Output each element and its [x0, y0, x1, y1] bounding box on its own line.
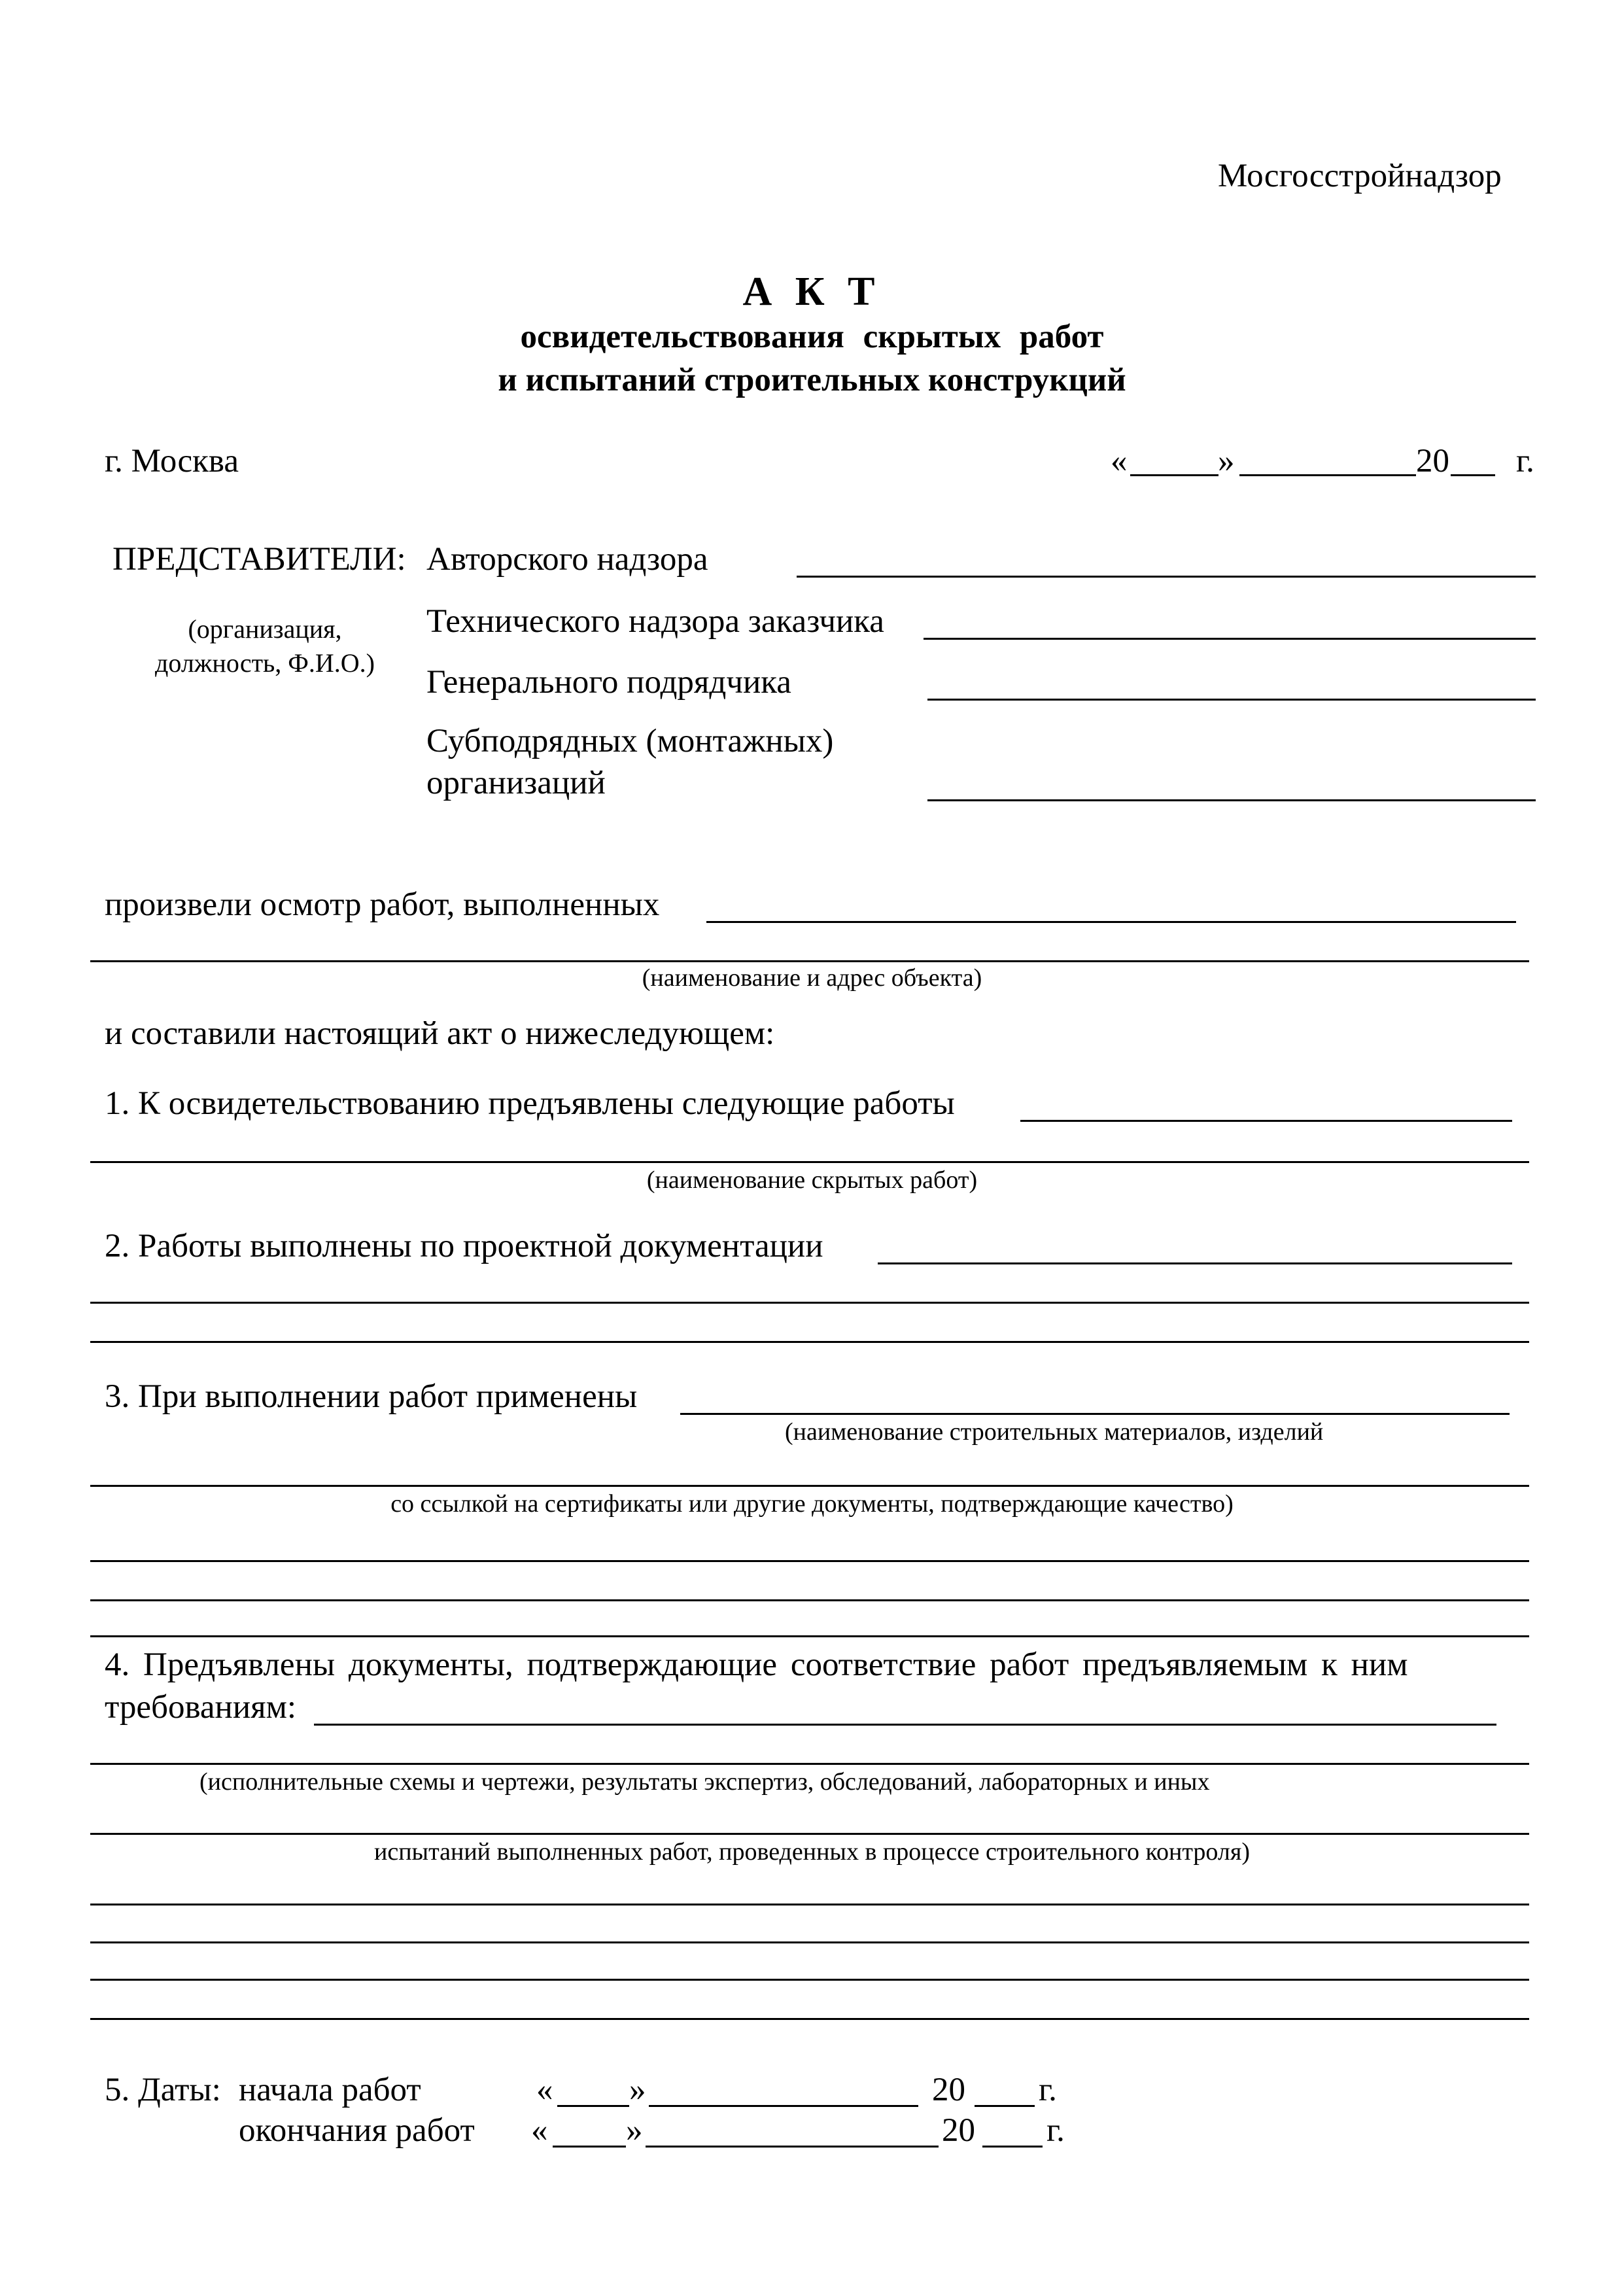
item2-field[interactable] [878, 1262, 1512, 1264]
act-title: А К Т [742, 270, 882, 314]
item2-text: 2. Работы выполнены по проектной документации [105, 1228, 823, 1264]
item5-end-label: окончания работ [239, 2112, 475, 2149]
item4-caption2: испытаний выполненных работ, проведенных в процессе строительного контроля) [374, 1838, 1250, 1866]
author-supervision-field[interactable] [797, 576, 1536, 578]
role-subcontractor: Субподрядных (монтажных) [426, 723, 834, 759]
object-caption: (наименование и адрес объекта) [642, 964, 982, 992]
inspection-text: произвели осмотр работ, выполненных [105, 886, 660, 923]
agency-name: Мосгосстройнадзор [1218, 158, 1502, 194]
start-century: 20 [932, 2072, 965, 2108]
item4-field-line5[interactable] [90, 1941, 1529, 1943]
item5-start-label: начала работ [239, 2072, 421, 2108]
act-subtitle-line1: освидетельствования скрытых работ [520, 319, 1104, 355]
date-month-field[interactable] [1239, 474, 1416, 476]
item4-caption1: (исполнительные схемы и чертежи, результаты экспертиз, обследований, лабораторных и иных [199, 1768, 1210, 1796]
item4-field-line2[interactable] [90, 1763, 1529, 1765]
item2-field-line3[interactable] [90, 1341, 1529, 1343]
composed-text: и составили настоящий акт о нижеследующем: [105, 1015, 775, 1052]
end-day-field[interactable] [553, 2146, 626, 2148]
date-century: 20 [1416, 443, 1449, 479]
start-day-field[interactable] [557, 2105, 629, 2107]
object-field[interactable] [706, 921, 1516, 923]
object-field-line2[interactable] [90, 960, 1529, 962]
end-year-suffix: г. [1046, 2112, 1065, 2149]
item3-caption2: со ссылкой на сертификаты или другие документы, подтверждающие качество) [390, 1490, 1234, 1518]
act-subtitle-line2: и испытаний строительных конструкций [498, 362, 1126, 398]
start-month-field[interactable] [649, 2105, 918, 2107]
representatives-hint-line2: должность, Ф.И.О.) [155, 648, 375, 678]
item4-text-line2: требованиям: [105, 1689, 297, 1726]
item1-caption: (наименование скрытых работ) [646, 1166, 978, 1194]
item3-caption1: (наименование строительных материалов, изделий [785, 1418, 1324, 1446]
role-general-contractor: Генерального подрядчика [426, 664, 791, 701]
end-open-quote: « [531, 2112, 548, 2149]
date-year-field[interactable] [1451, 474, 1495, 476]
role-author-supervision: Авторского надзора [426, 541, 708, 578]
end-month-field[interactable] [646, 2146, 939, 2148]
start-open-quote: « [536, 2072, 553, 2108]
start-close-quote: » [629, 2072, 646, 2108]
item3-field-line4[interactable] [90, 1599, 1529, 1601]
item4-field-line3[interactable] [90, 1833, 1529, 1835]
end-year-field[interactable] [982, 2146, 1043, 2148]
role-subcontractor-cont: организаций [426, 765, 606, 801]
item4-field-line6[interactable] [90, 1979, 1529, 1981]
item2-field-line2[interactable] [90, 1302, 1529, 1304]
item3-field[interactable] [680, 1413, 1510, 1415]
start-year-suffix: г. [1039, 2072, 1057, 2108]
city: г. Москва [105, 443, 239, 479]
date-day-field[interactable] [1130, 474, 1218, 476]
date-close-quote: » [1218, 443, 1235, 479]
item3-field-line2[interactable] [90, 1485, 1529, 1487]
item3-field-line3[interactable] [90, 1560, 1529, 1562]
item4-text-line1: 4. Предъявлены документы, подтверждающие соответствие работ предъявляемым к ним [105, 1646, 1408, 1683]
end-close-quote: » [626, 2112, 643, 2149]
general-contractor-field[interactable] [927, 699, 1536, 701]
item5-label: 5. Даты: [105, 2072, 221, 2108]
subcontractor-field[interactable] [927, 799, 1536, 801]
role-technical-supervision: Технического надзора заказчика [426, 603, 884, 640]
item3-text: 3. При выполнении работ применены [105, 1378, 638, 1415]
item4-field-line7[interactable] [90, 2018, 1529, 2020]
item4-field[interactable] [314, 1724, 1496, 1726]
technical-supervision-field[interactable] [924, 638, 1536, 640]
item1-field-line2[interactable] [90, 1161, 1529, 1163]
item3-field-line5[interactable] [90, 1635, 1529, 1637]
representatives-hint-line1: (организация, [188, 614, 342, 644]
item1-field[interactable] [1020, 1120, 1512, 1122]
representatives-label: ПРЕДСТАВИТЕЛИ: [112, 541, 406, 578]
item4-field-line4[interactable] [90, 1904, 1529, 1905]
date-open-quote: « [1111, 443, 1128, 479]
item1-text: 1. К освидетельствованию предъявлены следующие работы [105, 1085, 955, 1122]
start-year-field[interactable] [975, 2105, 1035, 2107]
date-year-suffix: г. [1516, 443, 1534, 479]
end-century: 20 [942, 2112, 975, 2149]
